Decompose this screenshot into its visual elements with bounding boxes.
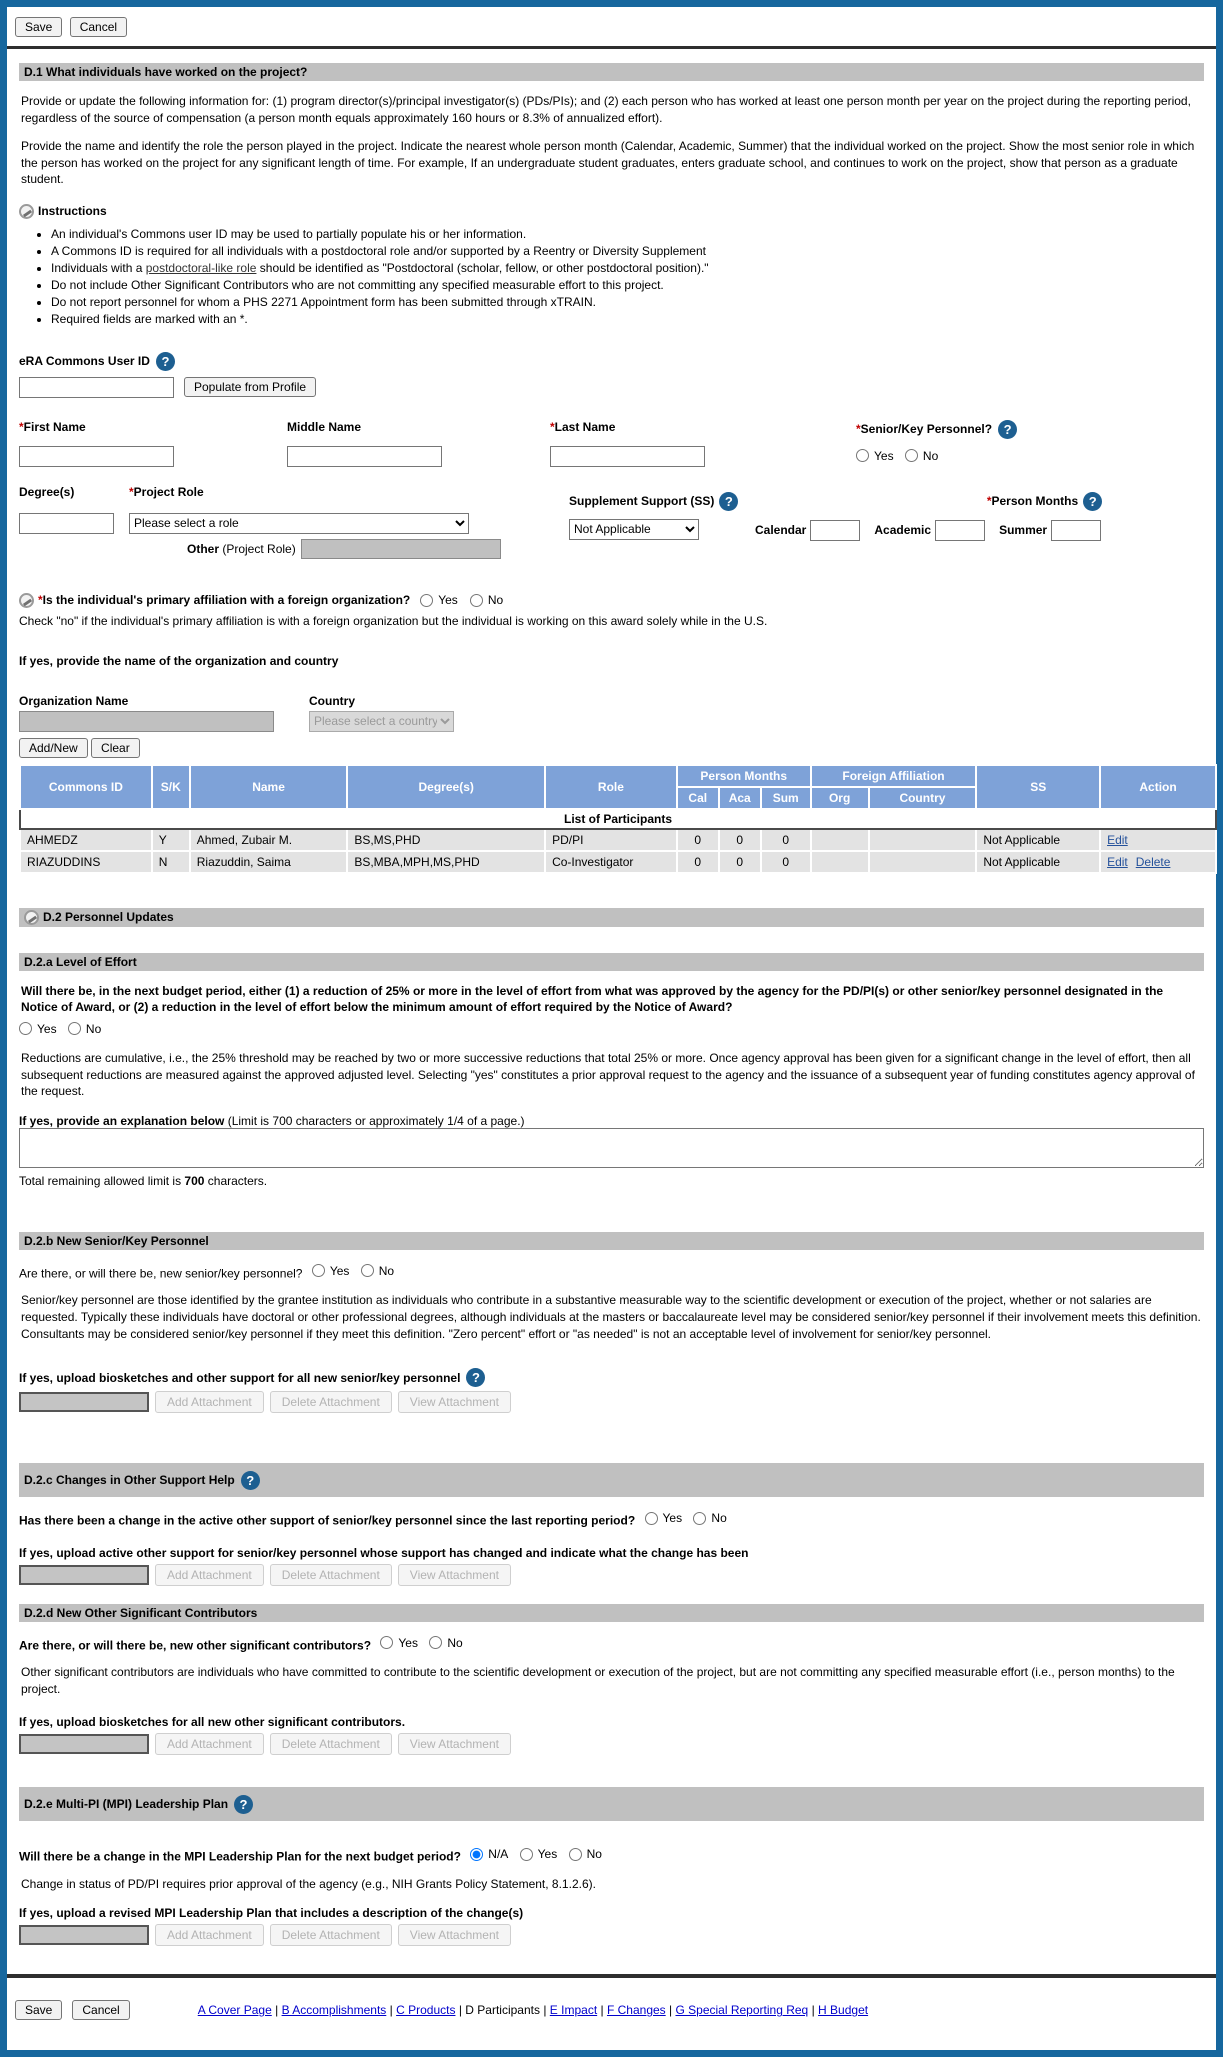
country-select	[309, 711, 454, 732]
d2e-upload-label: If yes, upload a revised MPI Leadership Plan that includes a description of the change(s)	[19, 1906, 524, 1921]
nav-separator: |	[458, 2003, 462, 2018]
radio-label: No	[487, 593, 504, 608]
last-name-input[interactable]	[550, 446, 705, 467]
d2e-question-row	[19, 1847, 1204, 1864]
required-mark: *	[856, 422, 861, 437]
cell-country	[869, 829, 977, 851]
d2e-question: Will there be a change in the MPI Leadership Plan for the next budget period?	[19, 1849, 461, 1864]
radio-label: Yes	[398, 1635, 418, 1650]
calendar-label: Calendar	[755, 523, 807, 538]
column-header: Cal	[677, 787, 719, 809]
toggle-icon[interactable]	[19, 593, 34, 608]
cell-degrees: BS,MS,PHD	[347, 829, 545, 851]
list-item: • Required fields are marked with an *.	[51, 312, 1204, 326]
radio-label: No	[711, 1511, 727, 1526]
senior-key-no-radio[interactable]	[905, 449, 918, 462]
foreign-note: Check "no" if the individual's primary affiliation is with a foreign organization but the individual is working on this award solely while in the U.S.	[19, 613, 768, 628]
d2e-file-field	[19, 1925, 149, 1945]
foreign-if-yes-label: If yes, provide the name of the organization and country	[19, 653, 339, 668]
column-header: Org	[811, 787, 869, 809]
nav-link-products[interactable]: C Products	[396, 2003, 456, 2018]
degrees-label: Degree(s)	[19, 484, 75, 499]
d2b-yes-radio[interactable]	[312, 1264, 325, 1277]
d2d-question: Are there, or will there be, new other significant contributors?	[19, 1638, 372, 1653]
other-project-role-input	[301, 539, 501, 559]
academic-months-input[interactable]	[935, 520, 985, 541]
help-icon[interactable]: ?	[998, 420, 1017, 439]
radio-label: No	[378, 1263, 395, 1278]
d2a-remaining-note: Total remaining allowed limit is 700 characters.	[19, 1173, 268, 1188]
table-row	[20, 829, 1216, 851]
cell-role: PD/PI	[545, 829, 677, 851]
required-mark: *	[129, 484, 134, 499]
list-item: • A Commons ID is required for all individuals with a postdoctoral role and/or supported by a Reentry or Diversity Supplement	[51, 244, 1204, 258]
toggle-icon[interactable]	[24, 910, 39, 925]
instructions-list	[37, 227, 1204, 326]
d2b-upload-label: If yes, upload biosketches and other support for all new senior/key personnel	[19, 1370, 461, 1385]
first-name-label: *First Name	[19, 419, 86, 434]
nav-link-impact[interactable]: E Impact	[549, 2003, 598, 2018]
radio-label: Yes	[438, 593, 458, 608]
senior-key-label: *Senior/Key Personnel?	[856, 422, 993, 437]
d2b-question: Are there, or will there be, new senior/key personnel?	[19, 1266, 303, 1281]
cell-ss: Not Applicable	[976, 829, 1100, 851]
nav-link-budget[interactable]: H Budget	[818, 2003, 869, 2018]
list-item: • An individual's Commons user ID may be used to partially populate his or her information.	[51, 227, 1204, 241]
section-nav	[198, 2003, 868, 2017]
column-header-group: Person Months	[677, 765, 811, 787]
academic-label: Academic	[874, 523, 932, 538]
section-header-d2b: D.2.b New Senior/Key Personnel	[19, 1232, 1204, 1250]
person-months-label: *Person Months	[986, 494, 1079, 509]
summer-label: Summer	[999, 523, 1048, 538]
help-icon[interactable]: ?	[241, 1471, 260, 1490]
d2a-explanation-label: If yes, provide an explanation below (Limit is 700 characters or approximately 1/4 of a page.)	[19, 1113, 525, 1128]
d2d-paragraph: Other significant contributors are individuals who have committed to contribute to the scientific development or execution of the project, but are not committing any specified measurable effort (i.e., person months) to the project.	[21, 1665, 1175, 1696]
radio-label: No	[447, 1635, 463, 1650]
cell-ss: Not Applicable	[976, 851, 1100, 873]
section-header-text: D.2.e Multi-PI (MPI) Leadership Plan	[24, 1797, 229, 1812]
nav-separator: |	[275, 2003, 279, 2018]
d2b-no-radio[interactable]	[361, 1264, 374, 1277]
cancel-button[interactable]: Cancel	[70, 17, 127, 37]
cell-name: Ahmed, Zubair M.	[190, 829, 348, 851]
senior-key-yes-radio[interactable]	[856, 449, 869, 462]
nav-separator: |	[811, 2003, 815, 2018]
radio-label: N/A	[488, 1847, 509, 1862]
column-header: Name	[190, 765, 348, 809]
help-icon[interactable]: ?	[234, 1795, 253, 1814]
section-header-text: D.2 Personnel Updates	[43, 910, 174, 925]
d2a-radio-row	[19, 1022, 1204, 1039]
nav-separator: |	[669, 2003, 673, 2018]
section-header-d2e	[19, 1787, 1204, 1821]
radio-label: No	[922, 448, 939, 463]
add-attachment-button: Add Attachment	[155, 1564, 264, 1586]
d1-paragraph-2: Provide the name and identify the role the person played in the project. Indicate the nearest whole person month (Calendar, Academic, Summer) that the individual worked on the project. Show the most senior role in which the person has worked on the project for any significant length of time. For example, If an undergraduate student graduates, enters graduate school, and continues to work on the project, show that person as a graduate student.	[21, 139, 1195, 187]
section-header-text: D.2.c Changes in Other Support Help	[24, 1473, 235, 1488]
summer-months-input[interactable]	[1051, 520, 1101, 541]
view-attachment-button: View Attachment	[398, 1564, 511, 1586]
view-attachment-button: View Attachment	[398, 1391, 511, 1413]
radio-label: Yes	[874, 448, 894, 463]
d2a-paragraph: Reductions are cumulative, i.e., the 25% threshold may be reached by two or more successive reductions that total 25% or more. Once agency approval has been given for a significant change in the level of effort, then all subsequent reductions are measured against the approved adjusted level. Selecting "yes" constitutes a prior approval request to the agency and the issuance of a subsequent year of funding constitutes agency approval of the request.	[21, 1051, 1195, 1099]
view-attachment-button: View Attachment	[398, 1924, 511, 1946]
edit-link[interactable]: Edit	[1107, 832, 1128, 847]
instructions-header	[19, 204, 1204, 219]
d2a-yes-radio[interactable]	[19, 1022, 32, 1035]
d2c-attachment-row	[19, 1564, 1204, 1586]
cell-aca: 0	[719, 829, 761, 851]
column-header: Sum	[761, 787, 811, 809]
d2c-question: Has there been a change in the active other support of senior/key personnel since the last reporting period?	[19, 1513, 636, 1528]
calendar-months-input[interactable]	[810, 520, 860, 541]
d2e-attachment-row	[19, 1924, 1204, 1946]
edit-link[interactable]: Edit	[1107, 854, 1128, 869]
cell-org	[811, 829, 869, 851]
bullet-text: should be identified as "Postdoctoral (scholar, fellow, or other postdoctoral position)."	[256, 260, 709, 275]
required-mark: *	[550, 419, 555, 434]
help-icon[interactable]: ?	[1083, 492, 1102, 511]
cell-name: Riazuddin, Saima	[190, 851, 348, 873]
cell-sk: N	[152, 851, 190, 873]
column-header: Role	[545, 765, 677, 809]
d2d-question-row	[19, 1636, 1204, 1653]
table-row	[20, 851, 1216, 873]
organization-name-input	[19, 711, 274, 732]
delete-attachment-button: Delete Attachment	[270, 1924, 392, 1946]
d2a-question: Will there be, in the next budget period, either (1) a reduction of 25% or more in the level of effort from what was approved by the agency for the PD/PI(s) or other senior/key personnel designated in the Notice of Award, or (2) a reduction in the level of effort below the minimum amount of effort required by the Notice of Award?	[21, 983, 1164, 1015]
populate-from-profile-button[interactable]: Populate from Profile	[184, 377, 316, 397]
foreign-question-row	[19, 593, 1204, 608]
commons-id-row	[19, 377, 1204, 398]
cell-sum: 0	[761, 829, 811, 851]
commons-id-input[interactable]	[19, 377, 174, 398]
column-header: S/K	[152, 765, 190, 809]
delete-attachment-button: Delete Attachment	[270, 1733, 392, 1755]
d2d-upload-label: If yes, upload biosketches for all new other significant contributors.	[19, 1715, 406, 1730]
cell-sum: 0	[761, 851, 811, 873]
foreign-yes-radio[interactable]	[420, 594, 433, 607]
delete-attachment-button: Delete Attachment	[270, 1391, 392, 1413]
d2b-file-field	[19, 1392, 149, 1412]
participants-table	[19, 764, 1217, 874]
nav-current-participants: D Participants	[465, 2003, 540, 2018]
delete-attachment-button: Delete Attachment	[270, 1564, 392, 1586]
column-header: Aca	[719, 787, 761, 809]
d2b-upload-label-row	[19, 1368, 1204, 1387]
section-header-d2	[19, 908, 1204, 927]
cancel-button[interactable]: Cancel	[72, 2000, 129, 2020]
toggle-icon[interactable]	[19, 204, 34, 219]
add-attachment-button: Add Attachment	[155, 1391, 264, 1413]
middle-name-input[interactable]	[287, 446, 442, 467]
clear-button[interactable]: Clear	[91, 738, 140, 758]
add-attachment-button: Add Attachment	[155, 1733, 264, 1755]
d2e-na-radio[interactable]	[470, 1848, 483, 1861]
commons-id-label-row	[19, 352, 1204, 371]
name-fields-row	[19, 420, 1204, 467]
required-mark: *	[38, 593, 43, 608]
column-header: Action	[1100, 765, 1216, 809]
middle-name-label: Middle Name	[287, 419, 362, 434]
table-caption: List of Participants	[20, 809, 1216, 829]
org-country-row	[19, 694, 1204, 732]
d2c-question-row	[19, 1511, 1204, 1528]
d2d-file-field	[19, 1734, 149, 1754]
radio-label: Yes	[662, 1511, 683, 1526]
project-role-label: *Project Role	[129, 484, 204, 499]
foreign-question-label: *Is the individual's primary affiliation with a foreign organization?	[38, 593, 411, 608]
d2b-question-row	[19, 1264, 1204, 1281]
list-item	[51, 261, 1204, 275]
d2c-yes-radio[interactable]	[645, 1512, 658, 1525]
d2e-paragraph: Change in status of PD/PI requires prior approval of the agency (e.g., NIH Grants Policy Statement, 8.1.2.6).	[21, 1876, 596, 1891]
cell-action	[1100, 829, 1216, 851]
radio-label: Yes	[329, 1263, 350, 1278]
organization-name-label: Organization Name	[19, 693, 129, 708]
d2e-no-radio[interactable]	[569, 1848, 582, 1861]
supplement-support-label: Supplement Support (SS)	[569, 494, 715, 509]
radio-label: No	[85, 1021, 102, 1036]
country-label: Country	[309, 693, 355, 708]
nav-link-special-reporting[interactable]: G Special Reporting Req	[675, 2003, 809, 2018]
nav-link-accomplishments[interactable]: B Accomplishments	[281, 2003, 387, 2018]
nav-link-changes[interactable]: F Changes	[606, 2003, 666, 2018]
postdoctoral-like-role-link[interactable]: postdoctoral-like role	[145, 260, 257, 275]
cell-role: Co-Investigator	[545, 851, 677, 873]
instructions-title: Instructions	[38, 204, 107, 219]
radio-label: Yes	[37, 1021, 57, 1036]
delete-link[interactable]: Delete	[1135, 854, 1171, 869]
cell-commons-id: AHMEDZ	[20, 829, 152, 851]
save-button[interactable]: Save	[15, 2000, 62, 2020]
cell-degrees: BS,MBA,MPH,MS,PHD	[347, 851, 545, 873]
d2b-paragraph: Senior/key personnel are those identified by the grantee institution as individuals who contribute in a substantive measurable way to the scientific development or execution of the project, whether or not salaries are requested. Typically these individuals have doctoral or other professional degrees, although individuals at the masters or baccalaureate level may be considered senior/key personnel if their involvement meets this definition. Consultants may be considered senior/key personnel if they meet this definition. "Zero percent" effort or "as needed" is not an acceptable level of involvement for senior/key personnel.	[21, 1293, 1201, 1341]
help-icon[interactable]: ?	[719, 492, 738, 511]
d2d-yes-radio[interactable]	[380, 1636, 393, 1649]
nav-separator: |	[389, 2003, 393, 2018]
commons-id-label: eRA Commons User ID	[19, 354, 150, 369]
last-name-label: *Last Name	[550, 419, 616, 434]
top-toolbar	[7, 7, 1216, 46]
d2d-no-radio[interactable]	[429, 1636, 442, 1649]
footer-toolbar	[7, 1978, 1216, 2030]
add-attachment-button: Add Attachment	[155, 1924, 264, 1946]
d2e-yes-radio[interactable]	[520, 1848, 533, 1861]
degree-role-row	[19, 485, 1204, 559]
d2c-upload-label: If yes, upload active other support for senior/key personnel whose support has changed and indicate what the change has been	[19, 1545, 749, 1560]
d2d-attachment-row	[19, 1733, 1204, 1755]
cell-sk: Y	[152, 829, 190, 851]
column-header: Degree(s)	[347, 765, 545, 809]
project-role-select[interactable]	[129, 513, 469, 534]
column-header: SS	[976, 765, 1100, 809]
list-item: • Do not report personnel for whom a PHS 2271 Appointment form has been submitted through xTRAIN.	[51, 295, 1204, 309]
cell-commons-id: RIAZUDDINS	[20, 851, 152, 873]
add-clear-row	[19, 738, 1204, 758]
d1-paragraph-1: Provide or update the following information for: (1) program director(s)/principal investigator(s) (PDs/PIs); and (2) each person who has worked at least one person month per year on the project during the reporting period, regardless of the source of compensation (a person month equals approximately 160 hours or 8.3% of annualized effort).	[21, 94, 1191, 125]
help-icon[interactable]: ?	[156, 352, 175, 371]
list-item: • Do not include Other Significant Contributors who are not committing any specified measurable effort to this project.	[51, 278, 1204, 292]
nav-separator: |	[543, 2003, 547, 2018]
view-attachment-button: View Attachment	[398, 1733, 511, 1755]
section-header-d2a: D.2.a Level of Effort	[19, 953, 1204, 971]
d2a-no-radio[interactable]	[68, 1022, 81, 1035]
d2a-explanation-textarea[interactable]	[19, 1128, 1204, 1168]
section-header-d2c	[19, 1463, 1204, 1497]
cell-org	[811, 851, 869, 873]
cell-country	[869, 851, 977, 873]
radio-label: No	[586, 1847, 602, 1862]
radio-label: Yes	[537, 1847, 558, 1862]
cell-action	[1100, 851, 1216, 873]
section-header-d1: D.1 What individuals have worked on the project?	[19, 63, 1204, 81]
save-button[interactable]: Save	[15, 17, 62, 37]
supplement-support-select[interactable]	[569, 519, 699, 540]
section-header-d2d: D.2.d New Other Significant Contributors	[19, 1604, 1204, 1622]
required-mark: *	[986, 494, 992, 509]
cell-cal: 0	[677, 829, 719, 851]
top-divider	[7, 46, 1216, 49]
other-project-role-label: Other (Project Role)	[187, 541, 296, 556]
first-name-input[interactable]	[19, 446, 174, 467]
d2b-attachment-row	[19, 1391, 1204, 1413]
d2c-no-radio[interactable]	[693, 1512, 706, 1525]
required-mark: *	[19, 419, 24, 434]
d2c-file-field	[19, 1565, 149, 1585]
column-header: Country	[869, 787, 977, 809]
column-header: Commons ID	[20, 765, 152, 809]
bullet-text: Individuals with a	[51, 260, 146, 275]
nav-separator: |	[600, 2003, 604, 2018]
nav-link-cover-page[interactable]: A Cover Page	[197, 2003, 272, 2018]
degrees-input[interactable]	[19, 513, 114, 534]
help-icon[interactable]: ?	[466, 1368, 485, 1387]
add-new-button[interactable]: Add/New	[19, 738, 88, 758]
cell-aca: 0	[719, 851, 761, 873]
foreign-no-radio[interactable]	[470, 594, 483, 607]
column-header-group: Foreign Affiliation	[811, 765, 977, 787]
cell-cal: 0	[677, 851, 719, 873]
